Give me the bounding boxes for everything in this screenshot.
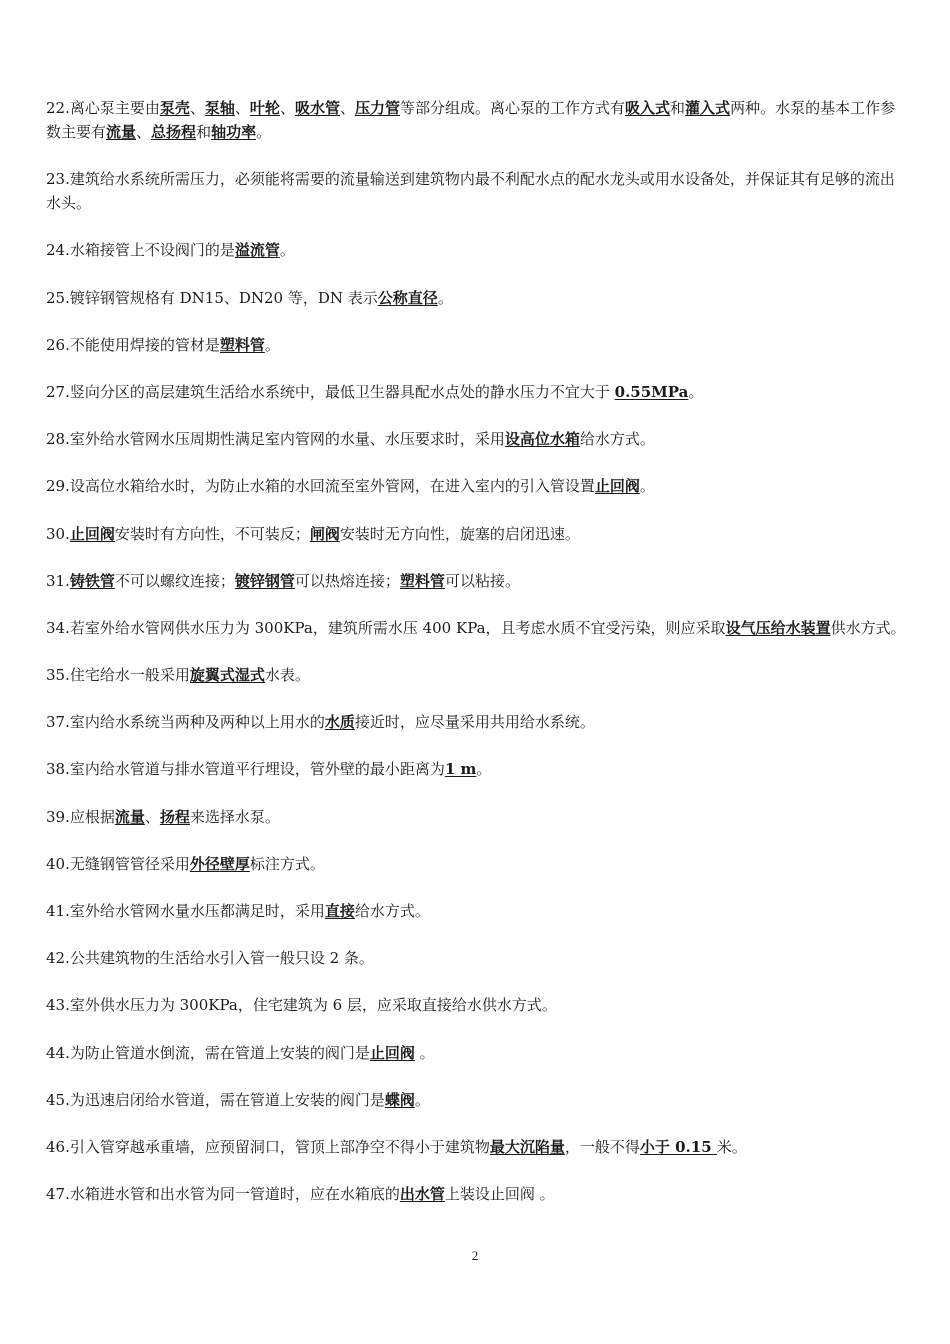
answer-text: 止回阀 <box>594 477 640 496</box>
question-text: 31. <box>46 571 70 590</box>
question-text: 给水方式。 <box>579 430 655 449</box>
question-text: 。 <box>279 241 295 260</box>
question-item <box>46 663 908 687</box>
answer-text: 吸水管 <box>294 99 340 117</box>
question-text: 等部分组成。离心泵的工作方式有 <box>400 99 626 117</box>
question-text: 37.室内给水系统当两种及两种以上用水的 <box>46 713 325 732</box>
question-item <box>46 167 908 215</box>
answer-text: 水质 <box>324 713 355 732</box>
question-text: 28.室外给水管网水压周期性满足室内管网的水量、水压要求时，采用 <box>46 430 505 449</box>
question-text: 和 <box>670 99 686 117</box>
question-item <box>46 757 908 781</box>
question-text: 34.若室外给水管网供水压力为 300KPa，建筑所需水压 400 KPa，且考虑水质不宜受污染，则应采取 <box>46 618 726 637</box>
question-item <box>46 852 908 876</box>
question-text: 、 <box>189 99 205 117</box>
answer-text: 闸阀 <box>309 524 340 543</box>
answer-text: 泵壳 <box>159 99 190 117</box>
question-text: 。 <box>264 335 280 354</box>
question-text: 46.引入管穿越承重墙，应预留洞口，管顶上部净空不得小于建筑物 <box>46 1137 490 1156</box>
question-text: 水表。 <box>264 666 310 685</box>
answer-text: 塑料管 <box>399 571 445 590</box>
question-text: 来选择水泵。 <box>189 807 280 826</box>
question-text: 。 <box>437 288 453 307</box>
question-text: 、 <box>279 99 295 117</box>
answer-text: 铸铁管 <box>69 571 115 590</box>
question-item <box>46 805 908 829</box>
answer-text: 塑料管 <box>219 335 265 354</box>
question-text: 40.无缝钢管管径采用 <box>46 854 190 873</box>
answer-text: 叶轮 <box>249 99 280 117</box>
answer-text: 总扬程 <box>151 123 197 141</box>
question-text: 标注方式。 <box>249 854 325 873</box>
question-text: 可以粘接。 <box>444 571 520 590</box>
answer-text: 止回阀 <box>69 524 115 543</box>
answer-text: 0.55MPa <box>614 382 689 401</box>
question-text: 41.室外给水管网水量水压都满足时，采用 <box>46 902 325 920</box>
question-text: 。 <box>256 123 272 141</box>
question-text: 给水方式。 <box>354 902 430 920</box>
answer-text: 吸入式 <box>625 99 671 117</box>
question-text: 上装设止回阀 。 <box>444 1185 555 1204</box>
question-text: 。 <box>414 1090 430 1109</box>
question-item <box>46 474 908 498</box>
question-text: 23.建筑给水系统所需压力，必须能将需要的流量输送到建筑物内最不利配水点的配水龙头或用水设备处，并保证其有足够的流出水头。 <box>46 170 895 213</box>
question-text: 47.水箱进水管和出水管为同一管道时，应在水箱底的 <box>46 1185 400 1204</box>
question-text: 26.不能使用焊接的管材是 <box>46 335 220 354</box>
answer-text: 流量 <box>114 807 145 826</box>
answer-text: 轴功率 <box>211 123 257 141</box>
question-item <box>46 899 908 923</box>
answer-text: 止回阀 <box>369 1043 415 1062</box>
question-text: 39.应根据 <box>46 807 115 826</box>
question-item <box>46 1088 908 1112</box>
answer-text: 泵轴 <box>204 99 235 117</box>
answer-text: 灌入式 <box>685 99 731 117</box>
question-item <box>46 710 908 734</box>
question-text: 27.竖向分区的高层建筑生活给水系统中，最低卫生器具配水点处的静水压力不宜大于 <box>46 382 615 401</box>
answer-text: 压力管 <box>354 99 400 117</box>
question-text: 。 <box>688 382 704 401</box>
question-text: 米。 <box>716 1137 747 1156</box>
answer-text: 外径壁厚 <box>189 854 250 873</box>
question-item <box>46 616 908 640</box>
question-text: 安装时无方向性，旋塞的启闭迅速。 <box>339 524 580 543</box>
question-text: 两种。水泵的基本工作参数主要有 <box>46 99 896 141</box>
question-text: ，一般不得 <box>564 1137 640 1156</box>
question-text: 、 <box>144 807 160 826</box>
question-text: 不可以螺纹连接； <box>114 571 235 590</box>
answer-text: 溢流管 <box>234 241 280 260</box>
page-number: 2 <box>471 1248 479 1263</box>
answer-text: 最大沉陷量 <box>489 1137 565 1156</box>
question-text: 安装时有方向性，不可装反； <box>114 524 310 543</box>
answer-text: 出水管 <box>399 1185 445 1204</box>
question-text: 。 <box>414 1043 435 1062</box>
question-text: 。 <box>639 477 655 496</box>
question-item <box>46 286 908 310</box>
question-text: 、 <box>234 99 250 117</box>
question-text: 可以热熔连接； <box>294 571 400 590</box>
question-text: 30. <box>46 524 70 543</box>
question-text: 22.离心泵主要由 <box>46 99 160 117</box>
answer-text: 旋翼式湿式 <box>189 666 265 685</box>
answer-text: 直接 <box>324 902 355 920</box>
question-item <box>46 1041 908 1065</box>
answer-text: 设高位水箱 <box>504 430 580 449</box>
question-text: 供水方式。 <box>830 618 906 637</box>
answer-text: 设气压给水装置 <box>725 618 831 637</box>
answer-text: 扬程 <box>159 807 190 826</box>
question-text: 45.为迅速启闭给水管道，需在管道上安装的阀门是 <box>46 1090 385 1109</box>
question-text: 35.住宅给水一般采用 <box>46 666 190 685</box>
question-item <box>46 1182 908 1206</box>
question-text: 、 <box>136 123 152 141</box>
question-text: 44.为防止管道水倒流，需在管道上安装的阀门是 <box>46 1043 370 1062</box>
question-text: 38.室内给水管道与排水管道平行埋设，管外壁的最小距离为 <box>46 760 445 779</box>
question-item <box>46 946 908 970</box>
answer-text: 镀锌钢管 <box>234 571 295 590</box>
question-text: 43.室外供水压力为 300KPa，住宅建筑为 6 层，应采取直接给水供水方式。 <box>46 996 557 1015</box>
question-text: 25.镀锌钢管规格有 DN15、DN20 等，DN 表示 <box>46 288 378 307</box>
question-item <box>46 993 908 1017</box>
answer-text: 小于 0.15 <box>639 1137 717 1156</box>
answer-text: 蝶阀 <box>384 1090 415 1109</box>
question-text: 24.水箱接管上不设阀门的是 <box>46 241 235 260</box>
question-item <box>46 380 908 404</box>
question-text: 42.公共建筑物的生活给水引入管一般只设 2 条。 <box>46 949 374 968</box>
answer-text: 1 m <box>444 760 477 779</box>
question-item <box>46 238 908 262</box>
question-text: 接近时，应尽量采用共用给水系统。 <box>354 713 595 732</box>
document-page <box>46 96 908 1229</box>
answer-text: 流量 <box>106 123 137 141</box>
question-item <box>46 96 908 144</box>
question-item <box>46 333 908 357</box>
question-item <box>46 522 908 546</box>
question-item <box>46 427 908 451</box>
question-item <box>46 1135 908 1159</box>
answer-text: 公称直径 <box>377 288 438 307</box>
question-text: 和 <box>196 123 212 141</box>
question-text: 29.设高位水箱给水时，为防止水箱的水回流至室外管网，在进入室内的引入管设置 <box>46 477 595 496</box>
question-text: 、 <box>339 99 355 117</box>
question-text: 。 <box>476 760 492 779</box>
question-item <box>46 569 908 593</box>
